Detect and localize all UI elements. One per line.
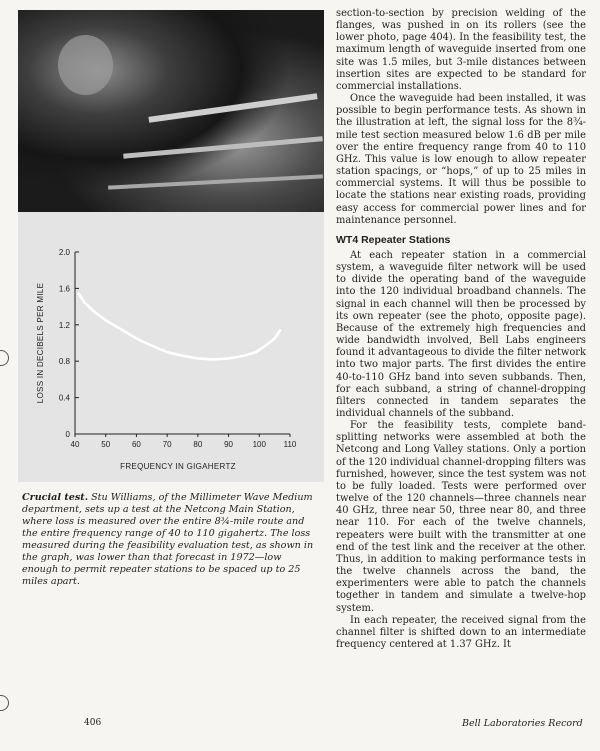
loss-curve [78,293,281,360]
test-station-photo [18,10,324,212]
x-tick-label: 40 [70,440,80,449]
paragraph-1: section-to-section by precision welding of the flanges, was pushed in on its rollers (see the lower photo, page 404). In the feasibility test, the maximum length of waveguide inserted from one site was 1.5 miles, but 3-mile distances between insertion sites are expected to be standard for commercial installations. [336,8,586,92]
y-tick-label: 0.8 [58,357,70,367]
x-tick-label: 50 [101,440,111,449]
paragraph-3: At each repeater station in a commercial system, a waveguide filter network will be used to divide the operating band of the waveguide into the 120 individual broadband channels. The signal in each channel will then be processed by its own repeater (see the photo, opposite page). Because of the extremely high frequencies and wide bandwidth involved, Bell Labs engineers found it advantageous to divide the filter network into two major parts. The first divides the entire 40-to-110 GHz band into seven subbands. Then, for each subband, a string of channel-dropping filters connected in tandem separates the individual channels of the subband. [336,249,586,419]
y-tick-label: 0.4 [58,393,70,403]
caption-lead: Crucial test. [22,492,89,503]
paragraph-5: In each repeater, the received signal from the channel filter is shifted down to an intermediate frequency centered at 1.37 GHz. It [336,614,586,650]
y-axis-label: LOSS IN DECIBELS PER MILE [36,282,45,404]
binder-hole-icon [0,350,9,366]
y-tick-label: 2.0 [58,248,70,257]
x-tick-label: 100 [252,440,266,449]
x-tick-label: 90 [224,440,234,449]
article-column [336,8,586,651]
paragraph-4: For the feasibility tests, complete band-splitting networks were assembled at both the Netcong and Long Valley stations. Only a portion of the 120 individual channel-dropping filters was furnished, however, since the test system was not to be fully loaded. Tests were performed over twelve of the 120 channels—three channels near 40 GHz, three near 50, three near 80, and three near 110. For each of the twelve channels, repeaters were built with the transmitter at one end of the test link and the receiver at the other. Thus, in addition to making performance tests in the twelve channels across the band, the experimenters were able to patch the channels together in tandem and simulate a twelve-hop system. [336,420,586,614]
caption-body: Stu Williams, of the Millimeter Wave Medium department, sets up a test at the Netcong Main Station, where loss is measured over the entire 8¾-mile route and the entire frequency range of 40 to 110 gigahertz. The loss measured during the feasibility evaluation test, as shown in the graph, was lower than that forecast in 1972—low enough to permit repeater stations to be spaced up to 25 miles apart. [22,492,314,587]
x-axis-label: FREQUENCY IN GIGAHERTZ [120,462,236,471]
binder-hole-icon [0,695,9,711]
x-tick-label: 70 [162,440,172,449]
x-tick-label: 60 [131,440,141,449]
x-tick-label: 80 [193,440,203,449]
journal-name: Bell Laboratories Record [462,718,583,729]
x-tick-label: 110 [283,440,297,449]
photo-caption [22,492,320,588]
section-heading: WT4 Repeater Stations [336,233,451,246]
loss-chart [18,212,324,482]
loss-chart-svg [18,212,324,482]
y-tick-label: 0 [65,430,70,439]
page-number: 406 [84,718,102,728]
y-tick-label: 1.6 [58,284,70,294]
paragraph-2: Once the waveguide had been installed, it was possible to begin performance tests. As shown in the illustration at left, the signal loss for the 8¾-mile test section measured below 1.6 dB per mile over the entire frequency range from 40 to 110 GHz. This value is low enough to allow repeater station spacings, or “hops,” of up to 25 miles in commercial systems. It will thus be possible to locate the stations near existing roads, providing easy access for commercial power lines and for maintenance personnel. [336,93,586,226]
y-tick-label: 1.2 [58,320,70,330]
